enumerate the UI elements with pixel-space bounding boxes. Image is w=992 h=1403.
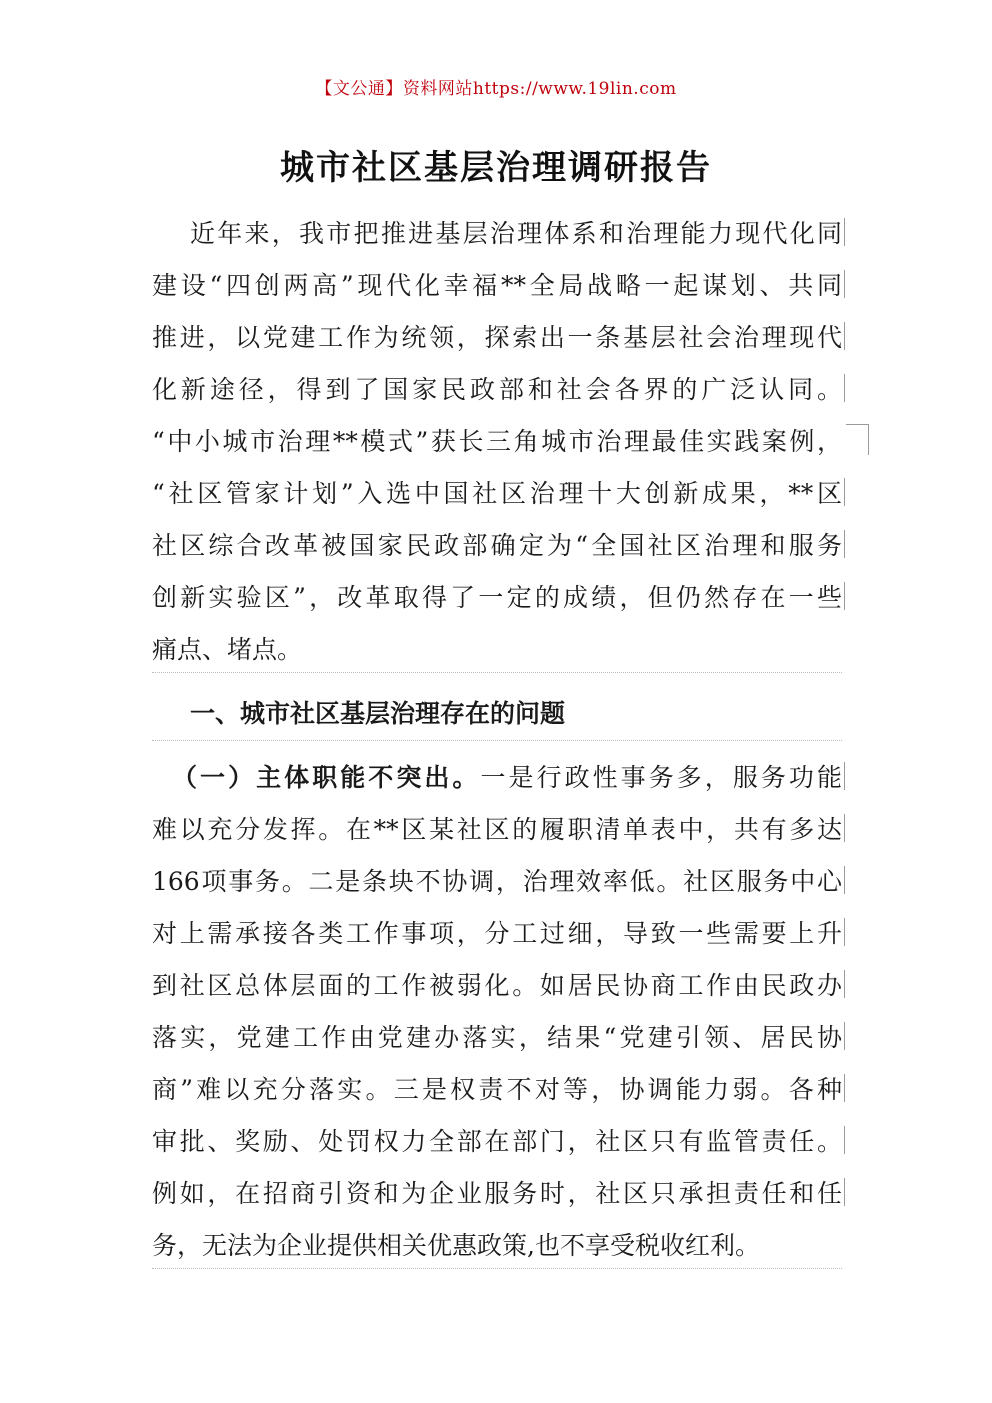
margin-mark [844,866,845,894]
subsection-line: 审批、奖励、处罚权力全部在部门，社区只有监管责任。 [152,1127,842,1156]
paragraph-separator [152,740,842,741]
margin-mark [844,270,845,298]
margin-mark [844,1022,845,1050]
margin-mark [844,218,845,246]
margin-mark [844,918,845,946]
document-title: 城市社区基层治理调研报告 [280,148,712,188]
intro-line: 建设“四创两高”现代化幸福**全局战略一起谋划、共同 [152,271,842,300]
subsection-line: 务，无法为企业提供相关优惠政策,也不享受税收红利。 [152,1231,760,1260]
subsection-line: 落实，党建工作由党建办落实，结果“党建引领、居民协 [152,1023,842,1052]
section-heading: 一、城市社区基层治理存在的问题 [190,699,566,728]
subsection-line: 商”难以充分落实。三是权责不对等，协调能力弱。各种 [152,1075,842,1104]
margin-mark [844,322,845,350]
subsection-line: 例如，在招商引资和为企业服务时，社区只承担责任和任 [152,1179,842,1208]
margin-mark [844,1074,845,1102]
intro-line: 近年来，我市把推进基层治理体系和治理能力现代化同 [190,219,842,248]
intro-line: 社区综合改革被国家民政部确定为“全国社区治理和服务 [152,531,842,560]
margin-mark [846,424,869,455]
margin-mark [844,478,845,506]
intro-line: “社区管家计划”入选中国社区治理十大创新成果，**区 [152,479,842,508]
margin-mark [844,970,845,998]
intro-line: “中小城市治理**模式”获长三角城市治理最佳实践案例， [152,427,842,456]
site-header: 【文公通】资料网站https://www.19lin.com [315,79,677,99]
subsection-first-line [152,758,842,798]
subsection-line: 难以充分发挥。在**区某社区的履职清单表中，共有多达 [152,815,842,844]
paragraph-separator [152,672,842,673]
margin-mark [844,1178,845,1206]
paragraph-separator [152,1268,842,1269]
margin-mark [844,1126,845,1154]
subsection-line: 到社区总体层面的工作被弱化。如居民协商工作由民政办 [152,971,842,1000]
intro-line: 痛点、堵点。 [152,635,303,664]
margin-mark [844,374,845,402]
margin-mark [844,762,845,790]
intro-line: 创新实验区”，改革取得了一定的成绩，但仍然存在一些 [152,583,842,612]
subsection-line: 166项事务。二是条块不协调，治理效率低。社区服务中心 [152,867,842,896]
intro-line: 化新途径，得到了国家民政部和社会各界的广泛认同。 [152,375,842,404]
subsection-line: 对上需承接各类工作事项，分工过细，导致一些需要上升 [152,919,842,948]
margin-mark [844,582,845,610]
subsection-heading: （一）主体职能不突出。 [172,763,481,792]
margin-mark [844,814,845,842]
intro-line: 推进，以党建工作为统领，探索出一条基层社会治理现代 [152,323,842,352]
subsection-first-text: 一是行政性事务多，服务功能 [480,763,842,792]
margin-mark [844,530,845,558]
